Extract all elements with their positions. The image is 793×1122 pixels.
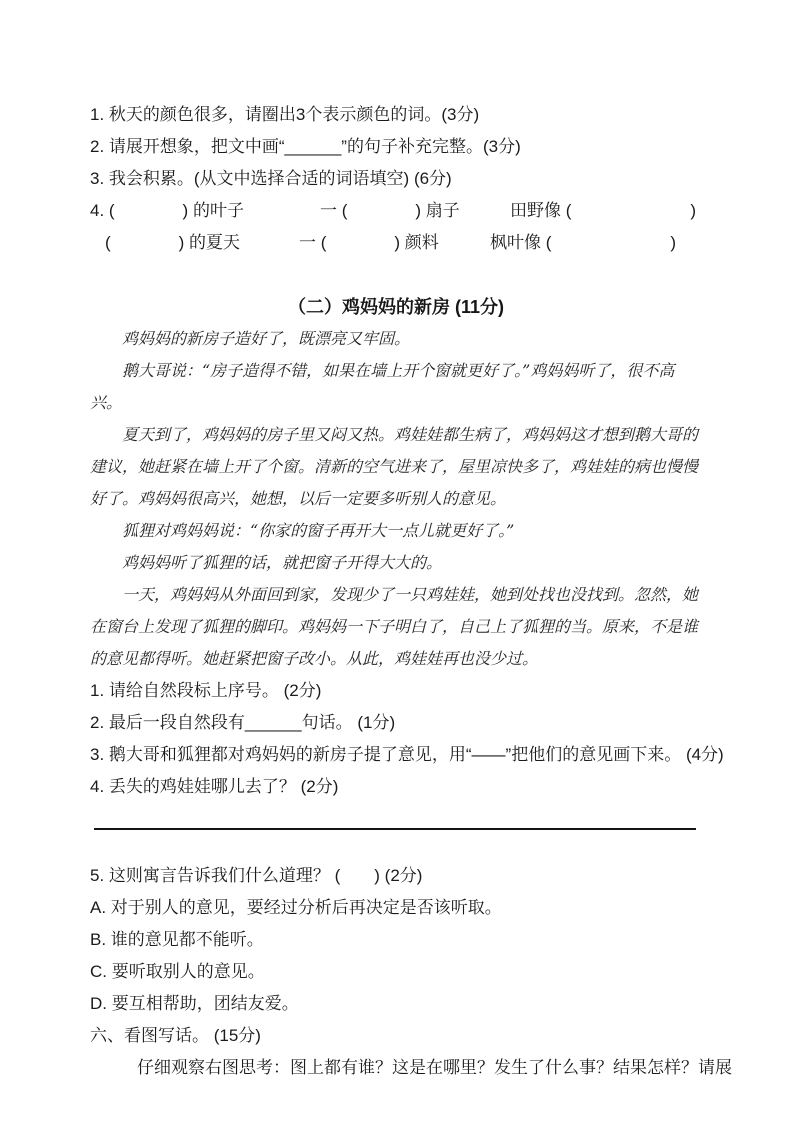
story-line: 的意见都得听。她赶紧把窗子改小。从此，鸡娃娃再也没少过。 [90, 649, 539, 668]
part2-question-2: 2. 最后一段自然段有______句话。 (1分) [90, 713, 396, 732]
story-line: 夏天到了，鸡妈妈的房子里又闷又热。鸡娃娃都生病了，鸡妈妈这才想到鹅大哥的 [122, 425, 699, 444]
option-d: D. 要互相帮助，团结友爱。 [90, 994, 299, 1013]
fill-blank-paint: 一 ( ) 颜料 [299, 233, 439, 252]
part1-question-4-row1 [90, 195, 702, 227]
divider-slot [90, 828, 702, 860]
story-line: 好了。鸡妈妈很高兴，她想，以后一定要多听别人的意见。 [90, 489, 507, 508]
story-line: 在窗台上发现了狐狸的脚印。鸡妈妈一下子明白了，自己上了狐狸的当。原来，不是谁 [90, 617, 699, 636]
part1-question-4-row2 [90, 227, 702, 259]
fill-blank-summer: ( ) 的夏天 [105, 233, 241, 252]
part6-heading: 六、看图写话。 (15分) [90, 1026, 261, 1045]
story-line: 鹅大哥说：“房子造得不错，如果在墙上开个窗就更好了。”鸡妈妈听了，很不高 [122, 361, 675, 380]
part2-question-5: 5. 这则寓言告诉我们什么道理？ ( ) (2分) [90, 866, 423, 885]
fill-blank-maple: 枫叶像 ( ) [490, 233, 677, 252]
fill-blank-fan: 一 ( ) 扇子 [320, 201, 460, 220]
exam-content [90, 99, 732, 1084]
story-line: 鸡妈妈听了狐狸的话，就把窗子开得大大的。 [122, 553, 443, 572]
option-a: A. 对于别人的意见，要经过分析后再决定是否该听取。 [90, 898, 502, 917]
story-line: 建议，她赶紧在墙上开了个窗。清新的空气进来了，屋里凉快多了，鸡娃娃的病也慢慢 [90, 457, 699, 476]
story-line: 狐狸对鸡妈妈说：“你家的窗子再开大一点儿就更好了。” [122, 521, 515, 540]
part1-question-1: 1. 秋天的颜色很多，请圈出3个表示颜色的词。(3分) [90, 105, 480, 124]
fill-blank-field: 田野像 ( ) [510, 201, 697, 220]
part1-question-2: 2. 请展开想象，把文中画“______”的句子补充完整。(3分) [90, 137, 521, 156]
story-line: 一天，鸡妈妈从外面回到家，发现少了一只鸡娃娃，她到处找也没找到。忽然，她 [122, 585, 699, 604]
part2-question-3: 3. 鹅大哥和狐狸都对鸡妈妈的新房子提了意见，用“——”把他们的意见画下来。 (4分) [90, 745, 724, 764]
story-line: 兴。 [90, 393, 123, 412]
section-divider [94, 828, 696, 830]
spacer [90, 259, 702, 291]
part2-question-4: 4. 丢失的鸡娃娃哪儿去了？ (2分) [90, 777, 339, 796]
story-line: 鸡妈妈的新房子造好了，既漂亮又牢固。 [122, 329, 411, 348]
part1-question-3: 3. 我会积累。(从文中选择合适的词语填空) (6分) [90, 169, 452, 188]
option-c: C. 要听取别人的意见。 [90, 962, 265, 981]
part6-instruction: 仔细观察右图思考：图上都有谁？这是在哪里？发生了什么事？结果怎样？请展 [137, 1058, 732, 1077]
option-b: B. 谁的意见都不能听。 [90, 930, 264, 949]
fill-blank-leaves: 4. ( ) 的叶子 [90, 201, 244, 220]
part2-title: （二）鸡妈妈的新房 (11分) [287, 297, 505, 317]
part2-question-1: 1. 请给自然段标上序号。 (2分) [90, 681, 322, 700]
